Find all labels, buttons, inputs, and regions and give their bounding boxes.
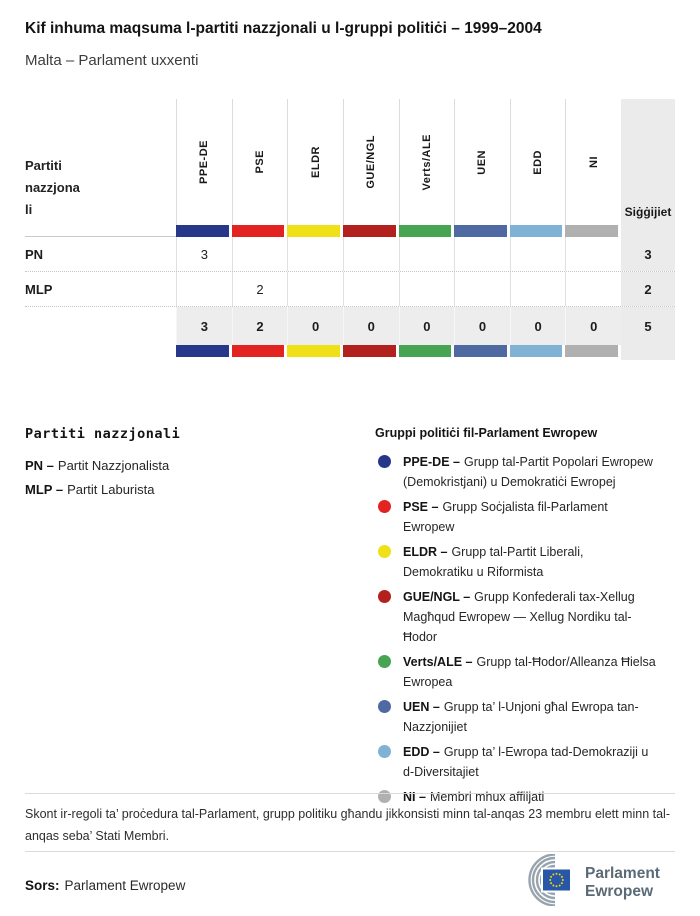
party-row-mlp <box>25 272 675 307</box>
total-cell: 0 <box>510 307 566 345</box>
table-cell <box>510 237 566 271</box>
group-color-bar <box>510 225 563 237</box>
source-label: Sors: <box>25 878 60 893</box>
total-cell: 0 <box>454 307 510 345</box>
table-cell <box>287 237 343 271</box>
political-groups-legend <box>375 426 657 812</box>
table-cell <box>454 237 510 271</box>
total-seats-cell: 5 <box>621 307 675 345</box>
table-cell <box>343 272 399 306</box>
legend-item-pse: PSE – Grupp Soċjalista fil-Parlament Ewropew <box>375 497 657 537</box>
group-color-bar <box>565 225 618 237</box>
pse-color-dot-icon <box>378 500 391 513</box>
total-cell: 0 <box>565 307 621 345</box>
table-cell <box>343 237 399 271</box>
row-header-line: li <box>25 202 33 217</box>
table-cell <box>565 237 621 271</box>
ppe-de-color-dot-icon <box>378 455 391 468</box>
legend-item-ni: NI – Membri mhux affiljati <box>375 787 657 807</box>
table-cell <box>399 237 455 271</box>
total-cell: 0 <box>287 307 343 345</box>
group-color-bar <box>343 345 396 357</box>
table-cell <box>510 272 566 306</box>
total-cell: 2 <box>232 307 288 345</box>
table-cell <box>399 272 455 306</box>
group-column-header-ni: NI <box>565 99 621 225</box>
totals-row <box>25 307 675 345</box>
national-parties-legend-title: Partiti nazzjonali <box>25 426 181 442</box>
total-cell: 3 <box>176 307 232 345</box>
page-title: Kif inhuma maqsuma l-partiti nazzjonali u l-gruppi politiċi – 1999–2004 <box>25 20 542 37</box>
political-groups-legend-title: Gruppi politiċi fil-Parlament Ewropew <box>375 426 598 440</box>
legend-item-pn: PN – Partit Nazzjonalista <box>25 458 170 473</box>
group-color-bar <box>287 345 340 357</box>
group-color-bar-row <box>25 225 675 237</box>
row-header-line: nazzjona <box>25 180 80 195</box>
page-subtitle: Malta – Parlament uxxenti <box>25 52 199 69</box>
group-color-bar <box>232 225 285 237</box>
group-column-header-pse: PSE <box>232 99 288 225</box>
party-row-pn <box>25 237 675 272</box>
verts-ale-color-dot-icon <box>378 655 391 668</box>
group-color-bar <box>454 225 507 237</box>
uen-color-dot-icon <box>378 700 391 713</box>
group-color-bar <box>343 225 396 237</box>
group-color-bar <box>565 345 618 357</box>
legend-item-verts-ale: Verts/ALE – Grupp tal-Ħodor/Alleanza Ħielsa Ewropea <box>375 652 657 692</box>
seats-column-header: Siġġijiet <box>621 99 675 225</box>
logo-text-line1: Parlament <box>585 865 660 882</box>
legend-item-gue-ngl: GUE/NGL – Grupp Konfederali tax-Xellug Magħqud Ewropew — Xellug Nordiku tal-Ħodor <box>375 587 657 647</box>
legend-item-mlp: MLP – Partit Laburista <box>25 482 155 497</box>
total-cell: 0 <box>343 307 399 345</box>
total-cell: 0 <box>399 307 455 345</box>
gue-ngl-color-dot-icon <box>378 590 391 603</box>
row-header-line: Partiti <box>25 158 62 173</box>
table-cell <box>454 272 510 306</box>
source-line <box>25 878 185 893</box>
table-cell: 2 <box>232 272 288 306</box>
table-cell <box>287 272 343 306</box>
table-cell <box>232 237 288 271</box>
header-underline <box>25 225 176 237</box>
european-parliament-logo-icon <box>515 854 675 906</box>
group-color-bar <box>176 225 229 237</box>
legend-item-ppe-de: PPE-DE – Grupp tal-Partit Popolari Ewropew (Demokristjani) u Demokratiċi Ewropej <box>375 452 657 492</box>
group-color-bar <box>399 345 452 357</box>
seats-cell: 2 <box>621 272 675 306</box>
source-text: Parlament Ewropew <box>64 878 186 893</box>
logo-text-line2: Ewropew <box>585 883 654 900</box>
group-column-header-verts-ale: Verts/ALE <box>399 99 455 225</box>
legend-section <box>25 426 675 812</box>
eldr-color-dot-icon <box>378 545 391 558</box>
seats-cell: 3 <box>621 237 675 271</box>
group-color-bar <box>510 345 563 357</box>
group-color-bar <box>454 345 507 357</box>
group-column-header-edd: EDD <box>510 99 566 225</box>
eu-flag-icon <box>542 869 571 892</box>
group-color-bar <box>287 225 340 237</box>
table-header-row <box>25 99 675 225</box>
legend-item-eldr: ELDR – Grupp tal-Partit Liberali, Demokratiku u Riformista <box>375 542 657 582</box>
table-cell <box>565 272 621 306</box>
table-cell <box>176 272 232 306</box>
footnote: Skont ir-regoli ta’ proċedura tal-Parlament, grupp politiku għandu jikkonsisti minn tal-anqas 23 membru elett minn tal-anqas seba’ Stati Membri. <box>25 793 675 852</box>
totals-label-spacer <box>25 307 176 345</box>
group-color-bar <box>232 345 285 357</box>
legend-item-edd: EDD – Grupp ta’ l-Ewropa tad-Demokraziji u d-Diversitajiet <box>375 742 657 782</box>
group-column-header-gue-ngl: GUE/NGL <box>343 99 399 225</box>
seats-table <box>25 99 675 360</box>
group-color-bar <box>399 225 452 237</box>
group-column-header-uen: UEN <box>454 99 510 225</box>
table-cell: 3 <box>176 237 232 271</box>
group-column-header-eldr: ELDR <box>287 99 343 225</box>
row-header-label <box>25 99 176 225</box>
group-column-header-ppe-de: PPE-DE <box>176 99 232 225</box>
party-label: MLP <box>25 281 53 297</box>
party-label: PN <box>25 246 44 262</box>
legend-item-uen: UEN – Grupp ta’ l-Unjoni għal Ewropa tan-Nazzjonijiet <box>375 697 657 737</box>
national-parties-legend <box>25 426 375 812</box>
group-color-bar <box>176 345 229 357</box>
group-color-bar-row-bottom <box>25 345 675 360</box>
edd-color-dot-icon <box>378 745 391 758</box>
